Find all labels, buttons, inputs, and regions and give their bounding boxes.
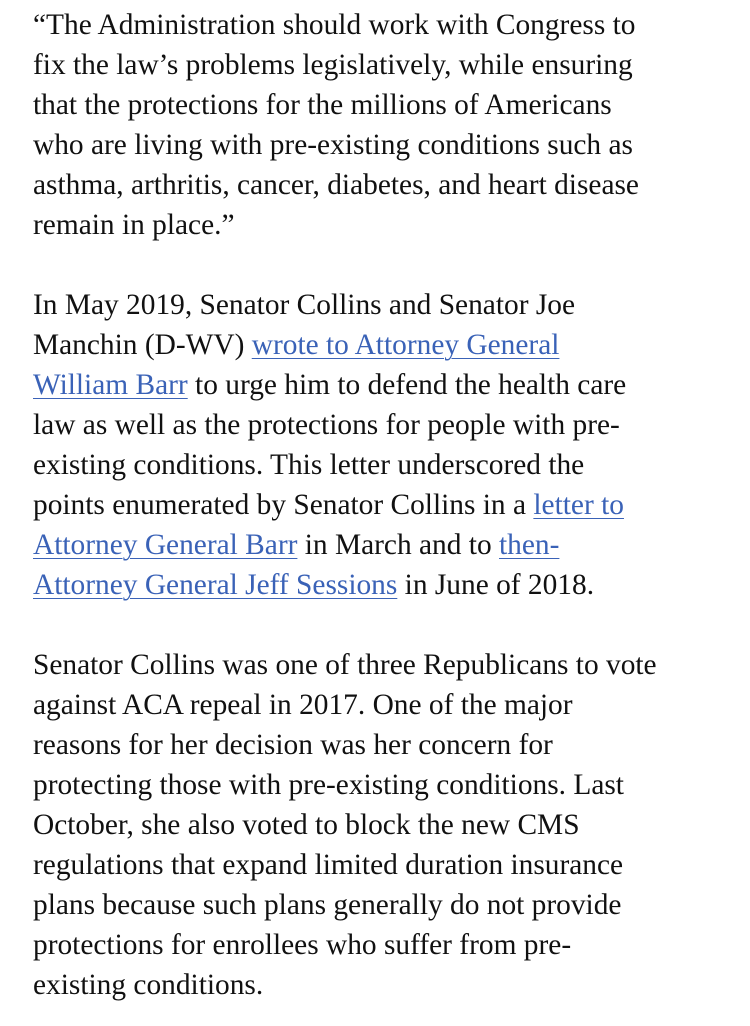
- paragraph-line: In May 2019, Senator Collins and Senator Joe: [33, 289, 576, 321]
- sessions-letter-link[interactable]: then-: [499, 529, 560, 561]
- barr-letter-link[interactable]: wrote to Attorney General: [251, 329, 560, 361]
- paragraph-line: [33, 565, 745, 605]
- paragraph-line: plans because such plans generally do not provide: [33, 889, 622, 921]
- paragraph-line: law as well as the protections for people with pre-: [33, 409, 620, 441]
- paragraph-text: Manchin (D-WV): [33, 329, 252, 361]
- paragraph-line: [33, 485, 745, 525]
- paragraph-line: October, she also voted to block the new CMS: [33, 809, 580, 841]
- quote-line: remain in place.”: [33, 209, 235, 241]
- quote-paragraph: [33, 5, 745, 245]
- paragraph-line: [33, 365, 745, 405]
- quote-line: who are living with pre-existing conditions such as: [33, 129, 633, 161]
- document-body: [33, 5, 745, 1005]
- paragraph-line: [33, 325, 745, 365]
- paragraph-text: to urge him to defend the health care: [187, 369, 627, 401]
- paragraph-line: existing conditions. This letter underscored the: [33, 449, 585, 481]
- quote-line: “The Administration should work with Congress to: [33, 9, 636, 41]
- march-letter-link-cont[interactable]: Attorney General Barr: [33, 529, 298, 561]
- paragraph-line: [33, 525, 745, 565]
- paragraph-line: existing conditions.: [33, 969, 264, 1001]
- paragraph-gap: [33, 245, 745, 285]
- aca-repeal-paragraph: [33, 645, 745, 1005]
- paragraph-line: protecting those with pre-existing conditions. Last: [33, 769, 624, 801]
- paragraph-line: against ACA repeal in 2017. One of the major: [33, 689, 573, 721]
- paragraph-line: Senator Collins was one of three Republicans to vote: [33, 649, 657, 681]
- paragraph-text: in March and to: [297, 529, 500, 561]
- quote-line: asthma, arthritis, cancer, diabetes, and heart disease: [33, 169, 639, 201]
- paragraph-text: points enumerated by Senator Collins in a: [33, 489, 534, 521]
- barr-letter-link-cont[interactable]: William Barr: [33, 369, 188, 401]
- manchin-letter-paragraph: [33, 285, 745, 605]
- paragraph-line: protections for enrollees who suffer from pre-: [33, 929, 572, 961]
- sessions-letter-link-cont[interactable]: Attorney General Jeff Sessions: [33, 569, 398, 601]
- march-letter-link[interactable]: letter to: [533, 489, 624, 521]
- paragraph-line: regulations that expand limited duration insurance: [33, 849, 624, 881]
- quote-line: fix the law’s problems legislatively, while ensuring: [33, 49, 633, 81]
- quote-line: that the protections for the millions of Americans: [33, 89, 612, 121]
- paragraph-text: in June of 2018.: [397, 569, 595, 601]
- paragraph-line: reasons for her decision was her concern for: [33, 729, 553, 761]
- paragraph-gap: [33, 605, 745, 645]
